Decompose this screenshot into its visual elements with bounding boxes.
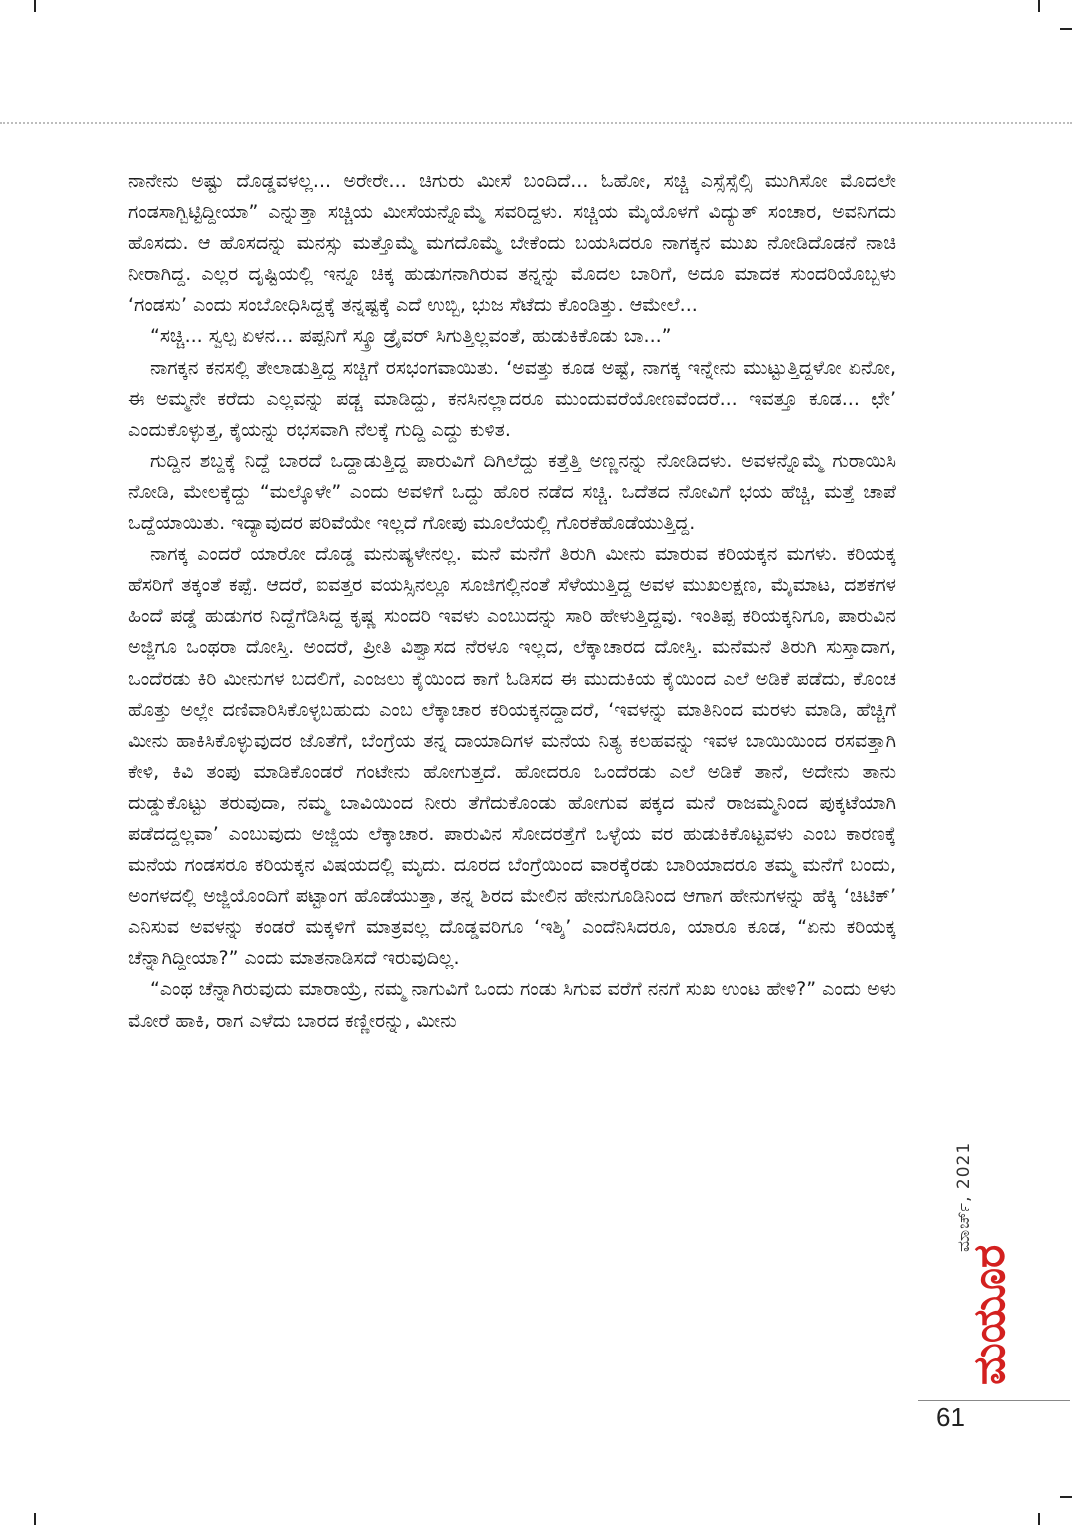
page-number: 61 bbox=[936, 1402, 965, 1432]
article-paragraph: “ಎಂಥ ಚೆನ್ನಾಗಿರುವುದು ಮಾರಾಯ್ರೆ, ನಮ್ಮ ನಾಗುವಿಗೆ ಒಂದು ಗಂಡು ಸಿಗುವ ವರೆಗೆ ನನಗೆ ಸುಖ ಉಂಟ ಹೇಳಿ?” ಎಂದು ಅಳು ಮೋರೆ ಹಾಕಿ, ರಾಗ ಎಳೆದು ಬಾರದ ಕಣ್ಣೀರನ್ನು, ಮೀನು bbox=[128, 978, 896, 1032]
crop-mark-bottom-right bbox=[1038, 1513, 1040, 1525]
crop-mark-right-upper bbox=[1060, 28, 1072, 30]
article-paragraph: ನಾಗಕ್ಕನ ಕನಸಲ್ಲಿ ತೇಲಾಡುತ್ತಿದ್ದ ಸಚ್ಚಿಗೆ ರಸಭಂಗವಾಯಿತು. ‘ಅವತ್ತು ಕೂಡ ಅಷ್ಟೆ, ನಾಗಕ್ಕ ಇನ್ನೇನು ಮುಟ್ಟುತ್ತಿದ್ದಳೋ ಏನೋ, ಈ ಅಮ್ಮನೇ ಕರೆದು ಎಲ್ಲವನ್ನು ಪಡ್ಚ ಮಾಡಿದ್ದು, ಕನಸಿನಲ್ಲಾದರೂ ಮುಂದುವರೆಯೋಣವೆಂದರೆ... ಇವತ್ತೂ ಕೂಡ... ಛೇ’ ಎಂದುಕೊಳ್ಳುತ್ತ, ಕೈಯನ್ನು ರಭಸವಾಗಿ ನೆಲಕ್ಕೆ ಗುದ್ದಿ ಎದ್ದು ಕುಳಿತ. bbox=[128, 356, 896, 441]
article-paragraph: “ಸಚ್ಚಿ... ಸ್ವಲ್ಪ ಏಳನ... ಪಪ್ಪನಿಗೆ ಸ್ಕ್ರೂ ಡ್ರೈವರ್ ಸಿಗುತ್ತಿಲ್ಲವಂತೆ, ಹುಡುಕಿಕೊಡು ಬಾ...” bbox=[150, 325, 672, 348]
crop-mark-right-lower bbox=[1060, 1496, 1072, 1498]
article-paragraph: ನಾಗಕ್ಕ ಎಂದರೆ ಯಾರೋ ದೊಡ್ಡ ಮನುಷ್ಯಳೇನಲ್ಲ. ಮನೆ ಮನೆಗೆ ತಿರುಗಿ ಮೀನು ಮಾರುವ ಕರಿಯಕ್ಕನ ಮಗಳು. ಕರಿಯಕ್ಕ ಹೆಸರಿಗೆ ತಕ್ಕಂತೆ ಕಪ್ಪೆ. ಆದರೆ, ಐವತ್ತರ ವಯಸ್ಸಿನಲ್ಲೂ ಸೂಜಿಗಲ್ಲಿನಂತೆ ಸೆಳೆಯುತ್ತಿದ್ದ ಅವಳ ಮುಖಲಕ್ಷಣ, ಮೈಮಾಟ, ದಶಕಗಳ ಹಿಂದೆ ಪಡ್ಡೆ ಹುಡುಗರ ನಿದ್ದೆಗೆಡಿಸಿದ್ದ ಕೃಷ್ಣ ಸುಂದರಿ ಇವಳು ಎಂಬುದನ್ನು ಸಾರಿ ಹೇಳುತ್ತಿದ್ದವು. ಇಂತಿಪ್ಪ ಕರಿಯಕ್ಕನಿಗೂ, ಪಾರುವಿನ ಅಜ್ಜಿಗೂ ಒಂಥರಾ ದೋಸ್ತಿ. ಅಂದರೆ, ಪ್ರೀತಿ ವಿಶ್ವಾಸದ ನೆರಳೂ ಇಲ್ಲದ, ಲೆಕ್ಕಾಚಾರದ ದೋಸ್ತಿ. ಮನೆಮನೆ ತಿರುಗಿ ಸುಸ್ತಾದಾಗ, ಒಂದೆರಡು ಕಿರಿ ಮೀನುಗಳ ಬದಲಿಗೆ, ಎಂಜಲು ಕೈಯಿಂದ ಕಾಗೆ ಓಡಿಸದ ಈ ಮುದುಕಿಯ ಕೈಯಿಂದ ಎಲೆ ಅಡಿಕೆ ಪಡೆದು, ಕೊಂಚ ಹೊತ್ತು ಅಲ್ಲೇ ದಣಿವಾರಿಸಿಕೊಳ್ಳಬಹುದು ಎಂಬ ಲೆಕ್ಕಾಚಾರ ಕರಿಯಕ್ಕನದ್ದಾದರೆ, ‘ಇವಳನ್ನು ಮಾತಿನಿಂದ ಮರಳು ಮಾಡಿ, ಹೆಚ್ಚಿಗೆ ಮೀನು ಹಾಕಿಸಿಕೊಳ್ಳುವುದರ ಜೊತೆಗೆ, ಬೆಂಗ್ರೆಯ ತನ್ನ ದಾಯಾದಿಗಳ ಮನೆಯ ನಿತ್ಯ ಕಲಹವನ್ನು ಇವಳ ಬಾಯಿಯಿಂದ ರಸವತ್ತಾಗಿ ಕೇಳಿ, ಕಿವಿ ತಂಪು ಮಾಡಿಕೊಂಡರೆ ಗಂಟೇನು ಹೋಗುತ್ತದೆ. ಹೋದರೂ ಒಂದೆರಡು ಎಲೆ ಅಡಿಕೆ ತಾನೆ, ಅದೇನು ತಾನು ದುಡ್ಡುಕೊಟ್ಟು ತರುವುದಾ, ನಮ್ಮ ಬಾವಿಯಿಂದ ನೀರು ತೆಗೆದುಕೊಂಡು ಹೋಗುವ ಪಕ್ಕದ ಮನೆ ರಾಜಮ್ಮನಿಂದ ಪುಕ್ಕಟೆಯಾಗಿ ಪಡೆದದ್ದಲ್ಲವಾ’ ಎಂಬುವುದು ಅಜ್ಜಿಯ ಲೆಕ್ಕಾಚಾರ. ಪಾರುವಿನ ಸೋದರತ್ತೆಗೆ ಒಳ್ಳೆಯ ವರ ಹುಡುಕಿಕೊಟ್ಟವಳು ಎಂಬ ಕಾರಣಕ್ಕೆ ಮನೆಯ ಗಂಡಸರೂ ಕರಿಯಕ್ಕನ ವಿಷಯದಲ್ಲಿ ಮೃದು. ದೂರದ ಬೆಂಗ್ರೆಯಿಂದ ವಾರಕ್ಕೆರಡು ಬಾರಿಯಾದರೂ ತಮ್ಮ ಮನೆಗೆ ಬಂದು, ಅಂಗಳದಲ್ಲಿ ಅಜ್ಜಿಯೊಂದಿಗೆ ಪಟ್ಟಾಂಗ ಹೊಡೆಯುತ್ತಾ, ತನ್ನ ಶಿರದ ಮೇಲಿನ ಹೇನುಗೂಡಿನಿಂದ ಆಗಾಗ ಹೇನುಗಳನ್ನು ಹೆಕ್ಕಿ ‘ಚಿಟಿಕ್’ ಎನಿಸುವ ಅವಳನ್ನು ಕಂಡರೆ ಮಕ್ಕಳಿಗೆ ಮಾತ್ರವಲ್ಲ ದೊಡ್ಡವರಿಗೂ ‘ಇಶ್ಶಿ’ ಎಂದೆನಿಸಿದರೂ, ಯಾರೂ ಕೂಡ, “ಏನು ಕರಿಯಕ್ಕ ಚೆನ್ನಾಗಿದ್ದೀಯಾ?” ಎಂದು ಮಾತನಾಡಿಸದೆ ಇರುವುದಿಲ್ಲ. bbox=[128, 543, 896, 970]
header-dotted-rule bbox=[0, 122, 1072, 124]
issue-date: ಮಾರ್ಚ್, 2021 bbox=[954, 1141, 974, 1252]
crop-mark-bottom-left bbox=[34, 1513, 36, 1525]
article-paragraph: ನಾನೇನು ಅಷ್ಟು ದೊಡ್ಡವಳಲ್ಲ... ಅರೇರೇ... ಚಿಗುರು ಮೀಸೆ ಬಂದಿದೆ... ಓಹೋ, ಸಚ್ಚಿ ಎಸ್ಸೆಸ್ಸೆಲ್ಸಿ ಮುಗಿಸೋ ಮೊದಲೇ ಗಂಡಸಾಗ್ಬಿಟ್ಟಿದ್ದೀಯಾ” ಎನ್ನುತ್ತಾ ಸಚ್ಚಿಯ ಮೀಸೆಯನ್ನೊಮ್ಮೆ ಸವರಿದ್ದಳು. ಸಚ್ಚಿಯ ಮೈಯೊಳಗೆ ವಿದ್ಯುತ್ ಸಂಚಾರ, ಅವನಿಗದು ಹೊಸದು. ಆ ಹೊಸದನ್ನು ಮನಸ್ಸು ಮತ್ತೊಮ್ಮೆ ಮಗದೊಮ್ಮೆ ಬೇಕೆಂದು ಬಯಸಿದರೂ ನಾಗಕ್ಕನ ಮುಖ ನೋಡಿದೊಡನೆ ನಾಚಿ ನೀರಾಗಿದ್ದ. ಎಲ್ಲರ ದೃಷ್ಟಿಯಲ್ಲಿ ಇನ್ನೂ ಚಿಕ್ಕ ಹುಡುಗನಾಗಿರುವ ತನ್ನನ್ನು ಮೊದಲ ಬಾರಿಗೆ, ಅದೂ ಮಾದಕ ಸುಂದರಿಯೊಬ್ಬಳು ‘ಗಂಡಸು’ ಎಂದು ಸಂಬೋಧಿಸಿದ್ದಕ್ಕೆ ತನ್ನಷ್ಟಕ್ಕೆ ಎದೆ ಉಬ್ಬಿ, ಭುಜ ಸೆಟೆದು ಕೊಂಡಿತ್ತು. ಆಮೇಲೆ... bbox=[128, 170, 896, 317]
page-number-rule bbox=[918, 1400, 1070, 1401]
magazine-logo: ಮಯೂರ bbox=[964, 1244, 1015, 1385]
article-paragraph: ಗುದ್ದಿನ ಶಬ್ದಕ್ಕೆ ನಿದ್ದೆ ಬಾರದೆ ಒದ್ದಾಡುತ್ತಿದ್ದ ಪಾರುವಿಗೆ ದಿಗಿಲೆದ್ದು ಕತ್ತೆತ್ತಿ ಅಣ್ಣನನ್ನು ನೋಡಿದಳು. ಅವಳನ್ನೊಮ್ಮೆ ಗುರಾಯಿಸಿ ನೋಡಿ, ಮೇಲಕ್ಕೆದ್ದು “ಮಲ್ಕೊಳೇ” ಎಂದು ಅವಳಿಗೆ ಒದ್ದು ಹೊರ ನಡೆದ ಸಚ್ಚಿ. ಒದೆತದ ನೋವಿಗೆ ಭಯ ಹೆಚ್ಚಿ, ಮತ್ತೆ ಚಾಪೆ ಒದ್ದೆಯಾಯಿತು. ಇದ್ಯಾವುದರ ಪರಿವೆಯೇ ಇಲ್ಲದೆ ಗೋಪು ಮೂಲೆಯಲ್ಲಿ ಗೊರಕೆಹೊಡೆಯುತ್ತಿದ್ದ. bbox=[128, 449, 896, 535]
article-body bbox=[128, 166, 896, 1406]
crop-mark-top-left bbox=[34, 0, 36, 12]
crop-mark-top-right bbox=[1038, 0, 1040, 12]
